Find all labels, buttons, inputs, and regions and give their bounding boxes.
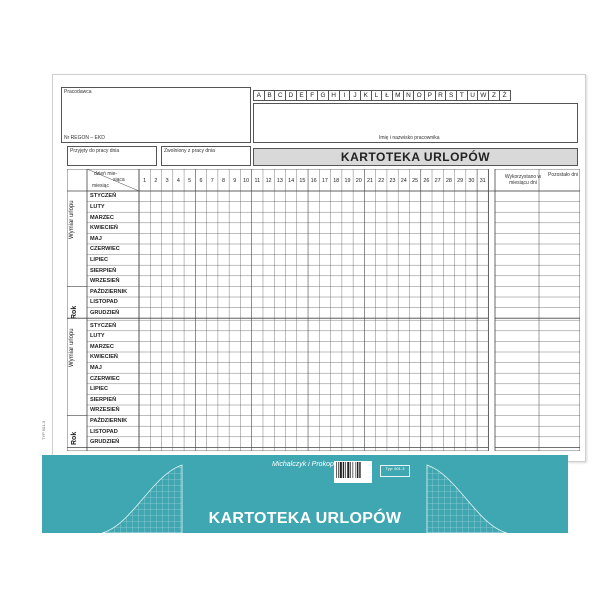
alphabet-letter: K <box>360 90 372 101</box>
leave-entitlement-label-2: Wymiar urlopu <box>69 328 75 367</box>
day-number: 28 <box>445 178 452 184</box>
day-header-mid: siąca <box>113 177 125 183</box>
month-label: MARZEC <box>90 343 114 350</box>
month-label: CZERWIEC <box>90 246 120 253</box>
alphabet-letter: B <box>264 90 276 101</box>
alphabet-letter: Ł <box>381 90 393 101</box>
month-label: LUTY <box>90 204 105 210</box>
month-label: MARZEC <box>90 214 114 221</box>
month-label: GRUDZIEŃ <box>90 310 120 316</box>
day-number: 7 <box>210 178 214 184</box>
alphabet-letter: D <box>285 90 297 101</box>
day-header-top: dzień mie- <box>94 171 118 177</box>
employer-box <box>61 87 251 143</box>
month-label: KWIECIEŃ <box>90 225 118 232</box>
barcode-bar <box>353 462 354 478</box>
month-label: LISTOPAD <box>90 299 118 306</box>
barcode-bar <box>356 462 357 478</box>
day-number: 3 <box>165 178 169 184</box>
form-title: KARTOTEKA URLOPÓW <box>253 148 578 166</box>
day-number: 19 <box>344 178 351 184</box>
hired-date-label: Przyjęty do pracy dnia <box>70 148 120 154</box>
barcode-bar <box>336 462 337 478</box>
released-date-box <box>161 146 251 166</box>
employee-name-label: Imię i nazwisko pracownika <box>379 135 440 141</box>
alphabet-letter: P <box>424 90 436 101</box>
barcode-bar <box>338 462 339 478</box>
day-number: 23 <box>389 178 396 184</box>
month-label: WRZESIEŃ <box>90 278 120 285</box>
month-label: KWIECIEŃ <box>90 354 118 361</box>
day-number: 1 <box>143 178 147 184</box>
day-number: 20 <box>355 178 362 184</box>
day-number: 6 <box>199 178 203 184</box>
day-number: 12 <box>265 178 272 184</box>
grid-lines <box>67 169 580 451</box>
month-label: SIERPIEŃ <box>90 267 117 274</box>
day-number: 15 <box>299 178 306 184</box>
month-label: MAJ <box>90 235 102 242</box>
alphabet-letter: W <box>477 90 489 101</box>
alphabet-letter: L <box>371 90 383 101</box>
day-number: 21 <box>367 178 373 184</box>
barcode-bar <box>343 462 344 478</box>
day-number: 4 <box>176 178 180 184</box>
year-label-2: Rok <box>71 431 78 445</box>
year-label-1: Rok <box>71 305 78 319</box>
used-days-header: Wykorzystano w miesiącu dni <box>504 174 542 186</box>
month-label: CZERWIEC <box>90 375 120 382</box>
day-number: 30 <box>468 178 475 184</box>
month-label: PAŹDZIERNIK <box>90 288 128 295</box>
barcode-bar <box>350 462 351 478</box>
month-header: miesiąc <box>92 183 109 189</box>
alphabet-letter: U <box>467 90 479 101</box>
barcode-bar <box>347 462 349 478</box>
alphabet-letter: A <box>253 90 265 101</box>
day-number: 17 <box>321 178 328 184</box>
month-label: LUTY <box>90 333 105 340</box>
month-label: STYCZEŃ <box>90 193 117 200</box>
day-number: 31 <box>479 178 486 184</box>
alphabet-letter: G <box>317 90 329 101</box>
cover-band <box>42 455 568 533</box>
alphabet-letter: O <box>413 90 425 101</box>
barcode-bars <box>334 461 372 483</box>
month-label: PAŹDZIERNIK <box>90 418 128 424</box>
alphabet-letter: F <box>306 90 318 101</box>
day-number: 11 <box>254 178 261 184</box>
day-number: 9 <box>233 178 237 184</box>
employer-label: Pracodawca <box>64 89 92 95</box>
leave-grid <box>67 169 580 451</box>
month-label: LISTOPAD <box>90 428 118 435</box>
month-label: SIERPIEŃ <box>90 396 117 403</box>
day-number: 5 <box>188 178 192 184</box>
leave-record-form <box>52 74 586 462</box>
day-number: 26 <box>423 178 430 184</box>
barcode-bar <box>359 462 360 478</box>
regon-label: Nr REGON – EKD <box>64 135 105 141</box>
alphabet-letter: I <box>339 90 351 101</box>
alphabet-letter: Ż <box>499 90 511 101</box>
form-code-label: TYP 501-3 <box>41 420 46 440</box>
released-date-label: Zwolniony z pracy dnia <box>164 148 215 154</box>
month-label: GRUDZIEŃ <box>90 439 120 446</box>
day-number: 8 <box>221 178 225 184</box>
day-number: 2 <box>154 178 158 184</box>
employee-name-box <box>253 103 578 143</box>
alphabet-letter: C <box>274 90 286 101</box>
day-number: 29 <box>457 178 464 184</box>
cover-title: KARTOTEKA URLOPÓW <box>208 510 402 527</box>
day-number: 25 <box>412 178 419 184</box>
alphabet-letter: T <box>456 90 468 101</box>
barcode-bar <box>345 462 346 478</box>
day-number: 14 <box>288 178 295 184</box>
leave-entitlement-label-1: Wymiar urlopu <box>69 200 75 239</box>
day-number: 13 <box>276 178 283 184</box>
day-number: 10 <box>243 178 250 184</box>
month-label: MAJ <box>90 365 102 371</box>
alphabet-letter: H <box>328 90 340 101</box>
remaining-days-header: Pozostało dni <box>548 172 579 178</box>
month-label: WRZESIEŃ <box>90 407 120 414</box>
barcode-bar <box>340 462 342 478</box>
alphabet-letter: R <box>435 90 447 101</box>
alphabet-letter: S <box>445 90 457 101</box>
cover-code: Typ: 501-3 <box>380 465 410 477</box>
alphabet-letter: J <box>349 90 361 101</box>
day-number: 27 <box>434 178 441 184</box>
alphabet-index <box>254 90 511 101</box>
barcode-bar <box>357 462 358 478</box>
day-number: 18 <box>333 178 340 184</box>
month-label: LIPIEC <box>90 257 109 263</box>
alphabet-letter: M <box>392 90 404 101</box>
month-label: LIPIEC <box>90 386 109 393</box>
hired-date-box <box>67 146 157 166</box>
alphabet-letter: N <box>403 90 415 101</box>
day-number: 24 <box>400 178 407 184</box>
day-number: 16 <box>310 178 317 184</box>
barcode <box>334 461 372 483</box>
alphabet-letter: Z <box>488 90 500 101</box>
cover-brand: Michalczyk i Prokop <box>272 461 334 468</box>
day-number: 22 <box>378 178 385 184</box>
month-label: STYCZEŃ <box>90 322 117 329</box>
alphabet-letter: E <box>296 90 308 101</box>
